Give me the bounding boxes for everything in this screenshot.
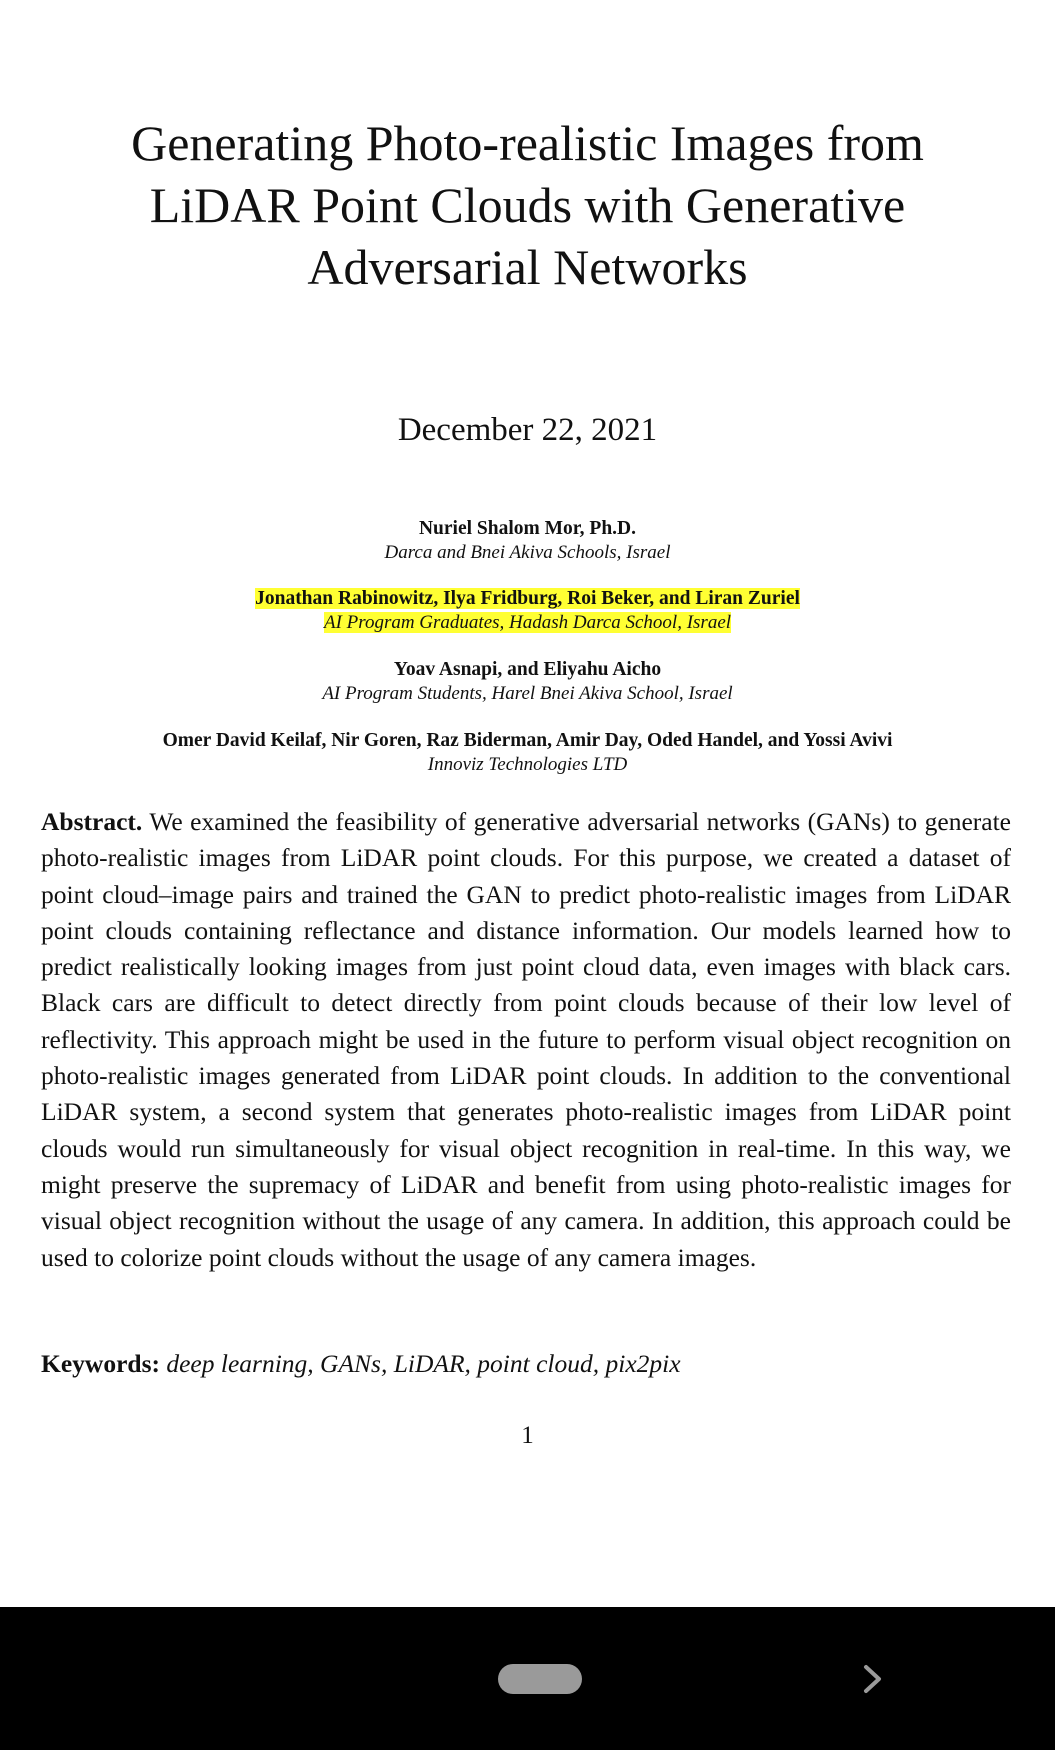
page-number: 1 — [521, 1422, 534, 1449]
author-affiliation: Darca and Bnei Akiva Schools, Israel — [384, 542, 671, 563]
author-affiliation: AI Program Graduates, Hadash Darca School, Israel — [323, 612, 732, 633]
abstract-label: Abstract. — [41, 807, 143, 836]
system-navigation-bar — [0, 1607, 1055, 1750]
author-group — [0, 517, 1055, 565]
paper-title — [60, 112, 995, 298]
title-line: Adversarial Networks — [307, 239, 748, 295]
author-group — [0, 729, 1055, 777]
abstract-text: We examined the feasibility of generative adversarial networks (GANs) to generate photo-realistic images from LiDAR point clouds. For this purpose, we created a dataset of point cloud–image pairs and trained the GAN to predict photo-realistic images from LiDAR point clouds containing reflectance and distance information. Our models learned how to predict realistically looking images from just point cloud data, even images with black cars. Black cars are difficult to detect directly from point clouds because of their low level of reflectivity. This approach might be used in the future to perform visual object recognition on photo-realistic images generated from LiDAR point clouds. In addition to the conventional LiDAR system, a second system that generates photo-realistic images from LiDAR point clouds would run simultaneously for visual object recognition in real-time. In this way, we might preserve the supremacy of LiDAR and benefit from using photo-realistic images for visual object recognition without the usage of any camera. In addition, this approach could be used to colorize point clouds without the usage of any camera images. — [41, 807, 1011, 1272]
author-names: Yoav Asnapi, and Eliyahu Aicho — [393, 659, 662, 680]
author-names: Omer David Keilaf, Nir Goren, Raz Biderman, Amir Day, Oded Handel, and Yossi Avivi — [162, 730, 893, 751]
title-line: Generating Photo-realistic Images from — [131, 115, 924, 171]
paper-date: December 22, 2021 — [397, 412, 658, 448]
abstract — [41, 804, 1011, 1276]
author-group — [0, 658, 1055, 706]
keywords-label: Keywords: — [41, 1349, 160, 1378]
author-names: Nuriel Shalom Mor, Ph.D. — [418, 518, 637, 539]
author-affiliation: AI Program Students, Harel Bnei Akiva School, Israel — [322, 683, 733, 704]
keywords-text: deep learning, GANs, LiDAR, point cloud, pix2pix — [166, 1349, 681, 1378]
author-affiliation: Innoviz Technologies LTD — [427, 754, 628, 775]
author-names: Jonathan Rabinowitz, Ilya Fridburg, Roi Beker, and Liran Zuriel — [255, 588, 800, 609]
title-line: LiDAR Point Clouds with Generative — [149, 177, 906, 233]
author-group-highlighted — [0, 587, 1055, 635]
chevron-right-icon[interactable] — [852, 1659, 892, 1699]
home-pill-icon[interactable] — [498, 1664, 582, 1694]
keywords — [41, 1346, 1011, 1382]
